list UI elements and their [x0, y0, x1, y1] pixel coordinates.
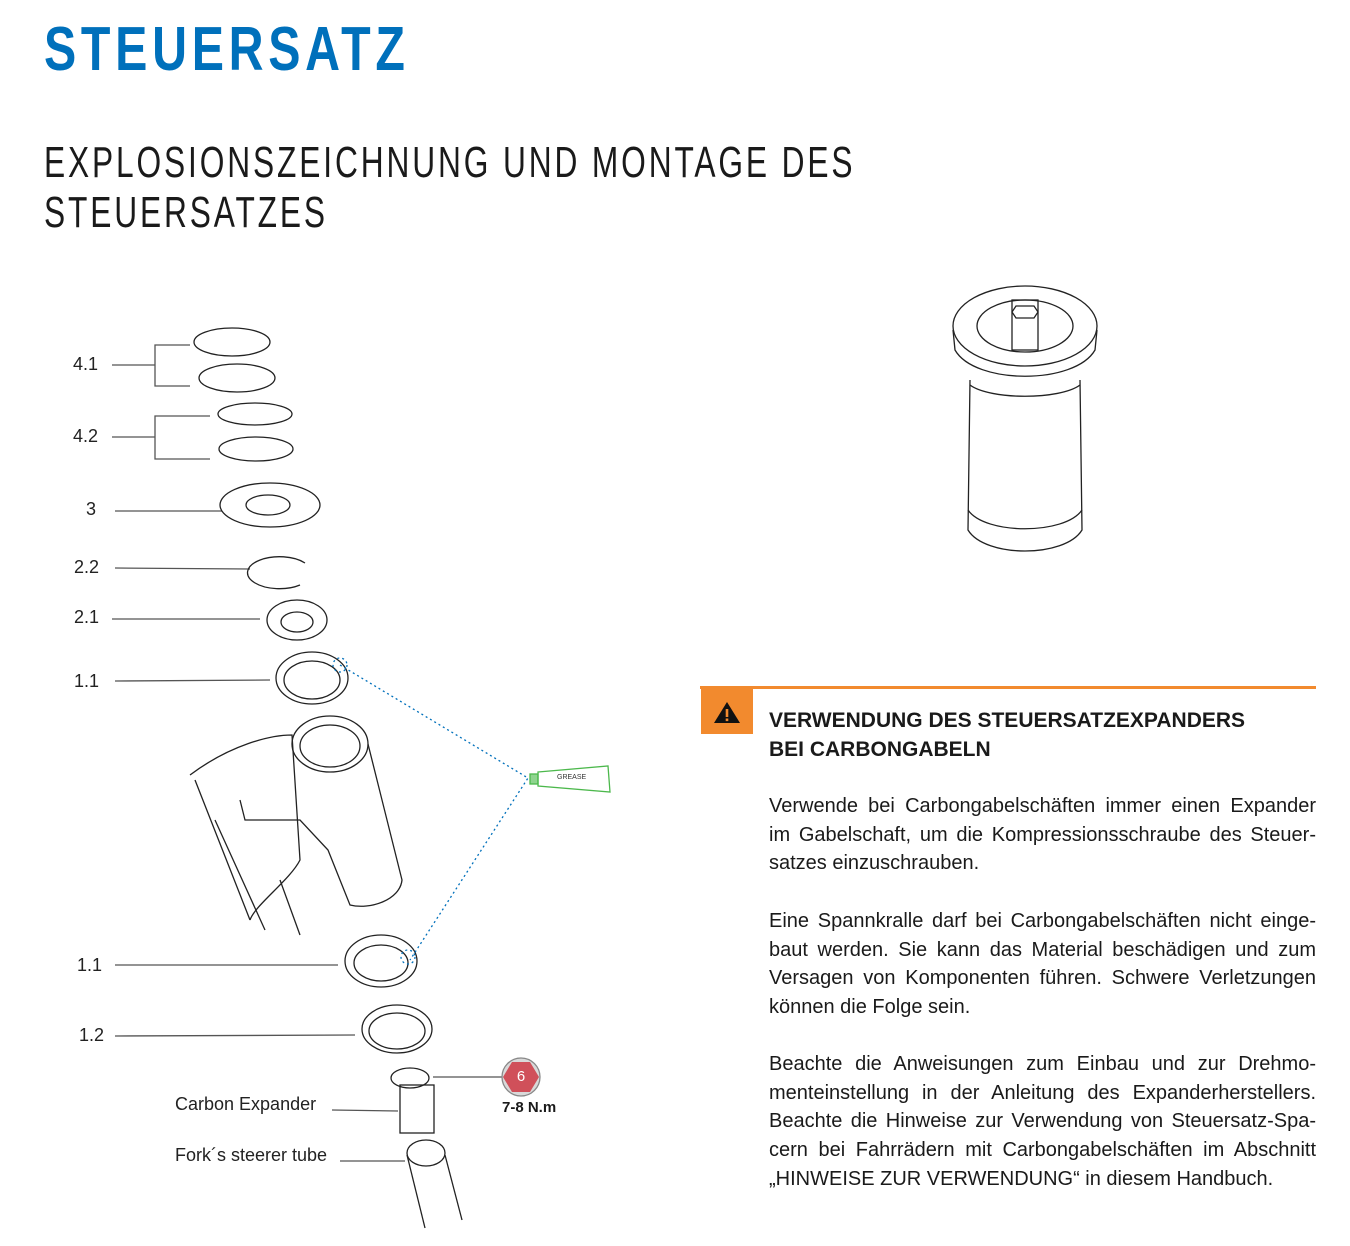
part-label-4-1: 4.1: [73, 354, 99, 374]
part-label-1-1-top: 1.1: [74, 671, 100, 691]
text-line: im Gabelschaft, um die Kompressionsschraube des Steuer-: [769, 823, 1316, 846]
warning-paragraph-2: [769, 907, 1316, 1022]
warning-heading: [769, 706, 1329, 764]
text-line: können die Folge sein.: [769, 996, 971, 1019]
warning-heading-line: VERWENDUNG DES STEUERSATZEXPANDERS: [769, 709, 1246, 732]
warning-paragraph-3: [769, 1050, 1316, 1194]
part-label-3: 3: [86, 499, 97, 519]
text-line: satzes einzuschrauben.: [769, 852, 980, 875]
grease-label: GREASE: [557, 774, 587, 781]
text-line: Eine Spannkralle darf bei Carbongabelschäften nicht einge-: [769, 910, 1316, 932]
text-line: menteinstellung in der Anleitung des Expanderherstellers.: [769, 1081, 1316, 1104]
section-title: EXPLOSIONSZEICHNUNG UND MONTAGE DES STEUERSATZES: [44, 138, 856, 237]
part-label-4-2: 4.2: [73, 426, 99, 446]
torque-value: 7-8 N.m: [502, 1099, 557, 1116]
torque-bit-size: 6: [516, 1068, 526, 1085]
warning-badge: [701, 689, 753, 734]
leader-lines: [112, 345, 502, 1161]
text-line: „HINWEISE ZUR VERWENDUNG“ in diesem Handbuch.: [769, 1167, 1274, 1190]
warning-rule: [700, 686, 1316, 689]
warning-heading-line: BEI CARBONGABELN: [769, 738, 991, 761]
carbon-expander-drawing: [953, 286, 1097, 551]
text-line: Beachte die Anweisungen zum Einbau und zur Drehmo-: [769, 1053, 1316, 1075]
text-line: Beachte die Hinweise zur Verwendung von Steuersatz-Spa-: [769, 1110, 1316, 1133]
text-line: baut werden. Sie kann das Material beschädigen und zum: [769, 938, 1316, 961]
part-label-1-2: 1.2: [79, 1025, 105, 1045]
part-label-2-2: 2.2: [74, 557, 100, 577]
part-label-2-1: 2.1: [74, 607, 100, 627]
text-line: cern bei Fahrrädern mit Carbongabelschäften im Abschnitt: [769, 1139, 1316, 1162]
part-label-steerer-tube: Fork´s steerer tube: [175, 1145, 328, 1165]
page-title: STEUERSATZ: [44, 15, 410, 84]
text-line: Verwende bei Carbongabelschäften immer einen Expander: [769, 795, 1316, 817]
part-label-1-1-bottom: 1.1: [77, 955, 103, 975]
part-label-carbon-expander: Carbon Expander: [175, 1094, 317, 1114]
warning-paragraph-1: [769, 792, 1316, 878]
warning-triangle-icon: [713, 700, 741, 724]
text-line: Versagen von Komponenten führen. Schwere Verletzungen: [769, 967, 1316, 990]
